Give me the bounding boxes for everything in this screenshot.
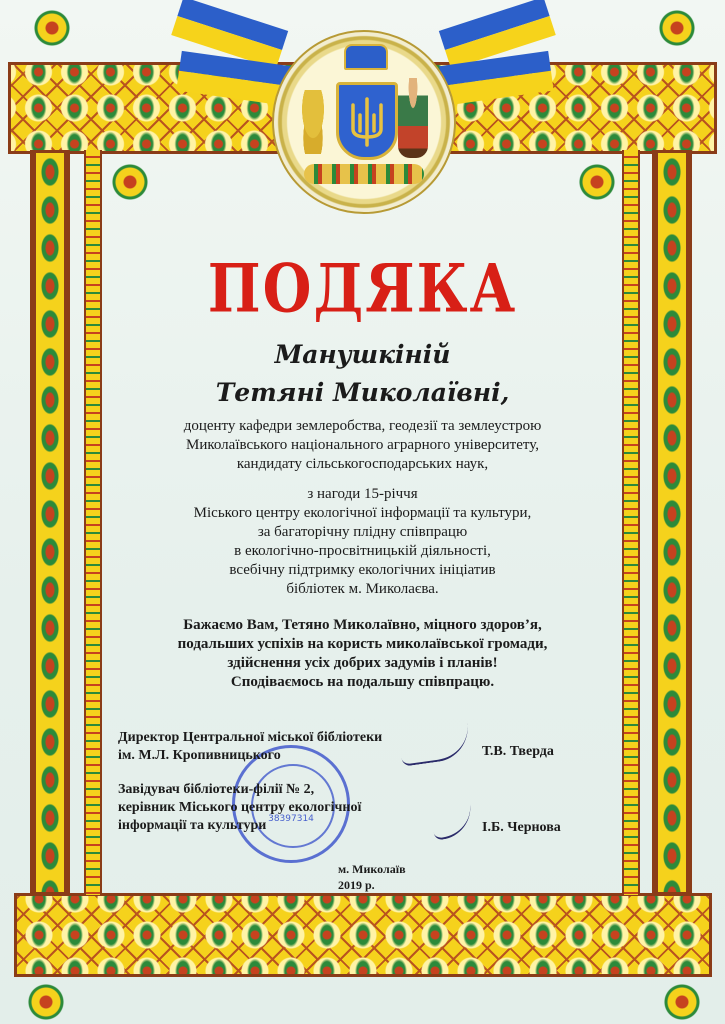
corner-rosette-icon	[108, 160, 152, 204]
lion-icon	[296, 90, 330, 154]
year: 2019 р.	[338, 878, 375, 892]
reason-line: бібліотек м. Миколаєва.	[286, 581, 439, 597]
signatory-2-role: інформації та культури	[118, 818, 267, 833]
recipient-given-names: Тетяні Миколаївні,	[215, 378, 510, 407]
signatory-1-role: Директор Центральної міської бібліотеки	[118, 730, 383, 745]
bottom-ornament-border	[14, 893, 712, 977]
corner-rosette-icon	[660, 980, 704, 1024]
recipient-surname: Манушкіній	[274, 340, 451, 369]
reason-line: за багаторічну плідну співпрацю	[257, 524, 468, 540]
signatory-1-name: Т.В. Тверда	[482, 744, 554, 759]
signatory-2-name: І.Б. Чернова	[482, 820, 561, 835]
position-line: Миколаївського національного аграрного університету,	[185, 437, 539, 453]
signatory-2-role: керівник Міського центру екологічної	[118, 800, 362, 815]
signature-icon	[398, 723, 472, 766]
wish-line: Сподіваємось на подальшу співпрацю.	[230, 674, 495, 690]
wish-line: здійснення усіх добрих задумів і планів!	[227, 655, 498, 671]
position-line: кандидату сільськогосподарських наук,	[236, 456, 489, 472]
coat-of-arms-icon	[272, 30, 456, 214]
trident-icon	[347, 95, 387, 147]
wish-line: Бажаємо Вам, Тетяно Миколаївно, міцного здоров’я,	[183, 617, 542, 633]
recipient-position	[0, 417, 725, 474]
corner-rosette-icon	[655, 6, 699, 50]
reason-line: Міського центру екологічної інформації та культури,	[193, 505, 532, 521]
cossack-icon	[398, 78, 428, 158]
signatory-1-role: ім. М.Л. Кропивницького	[118, 748, 281, 763]
place: м. Миколаїв	[338, 862, 406, 876]
certificate-title: ПОДЯКА	[207, 250, 518, 328]
reason-line: всебічну підтримку екологічних ініціатив	[229, 562, 496, 578]
wishes-block	[0, 616, 725, 692]
reason-line: з нагоди 15-річчя	[307, 486, 418, 502]
award-reason	[0, 485, 725, 599]
corner-rosette-icon	[30, 6, 74, 50]
position-line: доценту кафедри землеробства, геодезії та землеустрою	[183, 418, 542, 434]
stamp-number: 38397314	[268, 814, 314, 824]
corner-rosette-icon	[575, 160, 619, 204]
corner-rosette-icon	[24, 980, 68, 1024]
wish-line: подальших успіхів на користь миколаївської громади,	[177, 636, 548, 652]
crown-icon	[344, 44, 388, 70]
ribbon-ornament	[304, 164, 424, 184]
reason-line: в екологічно-просвітницькій діяльності,	[234, 543, 491, 559]
signature-icon	[430, 797, 475, 840]
signatory-2-role: Завідувач бібліотеки-філії № 2,	[118, 782, 315, 797]
trident-shield-icon	[336, 82, 398, 160]
